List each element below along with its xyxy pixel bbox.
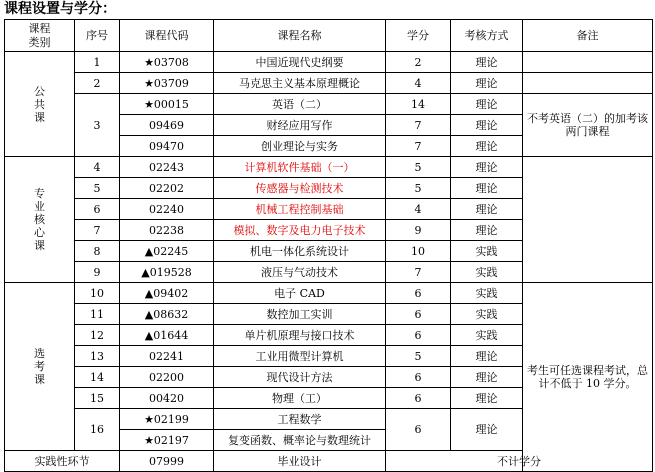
code-cell: 02243 bbox=[120, 157, 214, 178]
remark-elective: 考生可任选课程考试，总计不低于 10 学分。 bbox=[523, 283, 653, 472]
seq-cell: 7 bbox=[75, 220, 120, 241]
exam-cell: 实践 bbox=[451, 325, 523, 346]
credit-cell: 4 bbox=[386, 199, 451, 220]
code-cell: 02240 bbox=[120, 199, 214, 220]
remark-core bbox=[523, 157, 653, 283]
code-cell: 02202 bbox=[120, 178, 214, 199]
code-cell: 02238 bbox=[120, 220, 214, 241]
category-elective: 选 考 课 bbox=[5, 283, 75, 451]
exam-cell: 理论 bbox=[451, 94, 523, 115]
code-cell: 00420 bbox=[120, 388, 214, 409]
credit-cell: 7 bbox=[386, 262, 451, 283]
credit-cell: 6 bbox=[386, 283, 451, 304]
seq-cell: 8 bbox=[75, 241, 120, 262]
name-cell: 英语（二） bbox=[214, 94, 386, 115]
name-cell: 财经应用写作 bbox=[214, 115, 386, 136]
code-cell: ▲019528 bbox=[120, 262, 214, 283]
footer-category: 实践性环节 bbox=[5, 451, 120, 472]
seq-cell: 11 bbox=[75, 304, 120, 325]
code-cell: 09469 bbox=[120, 115, 214, 136]
exam-cell: 实践 bbox=[451, 241, 523, 262]
exam-cell: 理论 bbox=[451, 73, 523, 94]
seq-cell: 6 bbox=[75, 199, 120, 220]
credit-cell: 5 bbox=[386, 157, 451, 178]
credit-cell: 4 bbox=[386, 73, 451, 94]
exam-cell: 实践 bbox=[451, 304, 523, 325]
credit-cell: 9 bbox=[386, 220, 451, 241]
code-cell: ★02199 bbox=[120, 409, 214, 430]
exam-cell: 理论 bbox=[451, 115, 523, 136]
header-name: 课程名称 bbox=[214, 20, 386, 52]
seq-cell: 15 bbox=[75, 388, 120, 409]
name-cell: 机械工程控制基础 bbox=[214, 199, 386, 220]
exam-cell: 理论 bbox=[451, 178, 523, 199]
header-remark: 备注 bbox=[523, 20, 653, 52]
remark-public: 不考英语（二）的加考该两门课程 bbox=[523, 94, 653, 157]
seq-cell: 4 bbox=[75, 157, 120, 178]
credit-cell: 5 bbox=[386, 346, 451, 367]
exam-cell: 实践 bbox=[451, 283, 523, 304]
credit-cell: 7 bbox=[386, 136, 451, 157]
code-cell: ▲01644 bbox=[120, 325, 214, 346]
footer-row bbox=[5, 451, 653, 472]
name-cell: 液压与气动技术 bbox=[214, 262, 386, 283]
seq-cell: 14 bbox=[75, 367, 120, 388]
exam-cell: 实践 bbox=[451, 262, 523, 283]
seq-cell: 1 bbox=[75, 52, 120, 73]
name-cell: 复变函数、概率论与数理统计 bbox=[214, 430, 386, 451]
table-row bbox=[5, 94, 653, 115]
remark-empty bbox=[523, 73, 653, 94]
seq-cell: 3 bbox=[75, 94, 120, 157]
header-exam: 考核方式 bbox=[451, 20, 523, 52]
seq-cell: 16 bbox=[75, 409, 120, 451]
name-cell: 马克思主义基本原理概论 bbox=[214, 73, 386, 94]
header-credit: 学分 bbox=[386, 20, 451, 52]
credit-cell: 14 bbox=[386, 94, 451, 115]
header-seq: 序号 bbox=[75, 20, 120, 52]
credit-cell: 6 bbox=[386, 409, 451, 451]
name-cell: 数控加工实训 bbox=[214, 304, 386, 325]
code-cell: ▲02245 bbox=[120, 241, 214, 262]
code-cell: ★00015 bbox=[120, 94, 214, 115]
table-row bbox=[5, 52, 653, 73]
code-cell: ★03708 bbox=[120, 52, 214, 73]
name-cell: 物理（工） bbox=[214, 388, 386, 409]
seq-cell: 12 bbox=[75, 325, 120, 346]
name-cell: 计算机软件基础（一） bbox=[214, 157, 386, 178]
seq-cell: 13 bbox=[75, 346, 120, 367]
remark-empty bbox=[523, 52, 653, 73]
footer-note: 不计学分 bbox=[386, 451, 653, 472]
code-cell: ▲09402 bbox=[120, 283, 214, 304]
name-cell: 模拟、数字及电力电子技术 bbox=[214, 220, 386, 241]
name-cell: 中国近现代史纲要 bbox=[214, 52, 386, 73]
credit-cell: 7 bbox=[386, 115, 451, 136]
category-public: 公 共 课 bbox=[5, 52, 75, 157]
exam-cell: 理论 bbox=[451, 52, 523, 73]
code-cell: ★02197 bbox=[120, 430, 214, 451]
exam-cell: 理论 bbox=[451, 388, 523, 409]
header-code: 课程代码 bbox=[120, 20, 214, 52]
code-cell: ★03709 bbox=[120, 73, 214, 94]
exam-cell: 理论 bbox=[451, 199, 523, 220]
seq-cell: 10 bbox=[75, 283, 120, 304]
table-row bbox=[5, 283, 653, 304]
name-cell: 传感器与检测技术 bbox=[214, 178, 386, 199]
code-cell: 02241 bbox=[120, 346, 214, 367]
name-cell: 工业用微型计算机 bbox=[214, 346, 386, 367]
table-row bbox=[5, 73, 653, 94]
table-row bbox=[5, 157, 653, 178]
header-row bbox=[5, 20, 653, 52]
name-cell: 电子 CAD bbox=[214, 283, 386, 304]
footer-name: 毕业设计 bbox=[214, 451, 386, 472]
credit-cell: 10 bbox=[386, 241, 451, 262]
seq-cell: 5 bbox=[75, 178, 120, 199]
credit-cell: 6 bbox=[386, 325, 451, 346]
category-core: 专 业 核 心 课 bbox=[5, 157, 75, 283]
code-cell: ▲08632 bbox=[120, 304, 214, 325]
code-cell: 02200 bbox=[120, 367, 214, 388]
name-cell: 工程数学 bbox=[214, 409, 386, 430]
name-cell: 创业理论与实务 bbox=[214, 136, 386, 157]
credit-cell: 2 bbox=[386, 52, 451, 73]
credit-cell: 6 bbox=[386, 304, 451, 325]
name-cell: 单片机原理与接口技术 bbox=[214, 325, 386, 346]
code-cell: 09470 bbox=[120, 136, 214, 157]
exam-cell: 理论 bbox=[451, 136, 523, 157]
exam-cell: 理论 bbox=[451, 346, 523, 367]
exam-cell: 理论 bbox=[451, 367, 523, 388]
name-cell: 现代设计方法 bbox=[214, 367, 386, 388]
credit-cell: 6 bbox=[386, 367, 451, 388]
seq-cell: 9 bbox=[75, 262, 120, 283]
footer-code: 07999 bbox=[120, 451, 214, 472]
page-heading: 课程设置与学分： bbox=[4, 1, 116, 17]
header-category: 课程 类别 bbox=[5, 20, 75, 52]
credit-cell: 6 bbox=[386, 388, 451, 409]
credit-cell: 5 bbox=[386, 178, 451, 199]
name-cell: 机电一体化系统设计 bbox=[214, 241, 386, 262]
exam-cell: 理论 bbox=[451, 157, 523, 178]
seq-cell: 2 bbox=[75, 73, 120, 94]
exam-cell: 理论 bbox=[451, 220, 523, 241]
exam-cell: 理论 bbox=[451, 409, 523, 451]
course-table bbox=[4, 19, 653, 472]
